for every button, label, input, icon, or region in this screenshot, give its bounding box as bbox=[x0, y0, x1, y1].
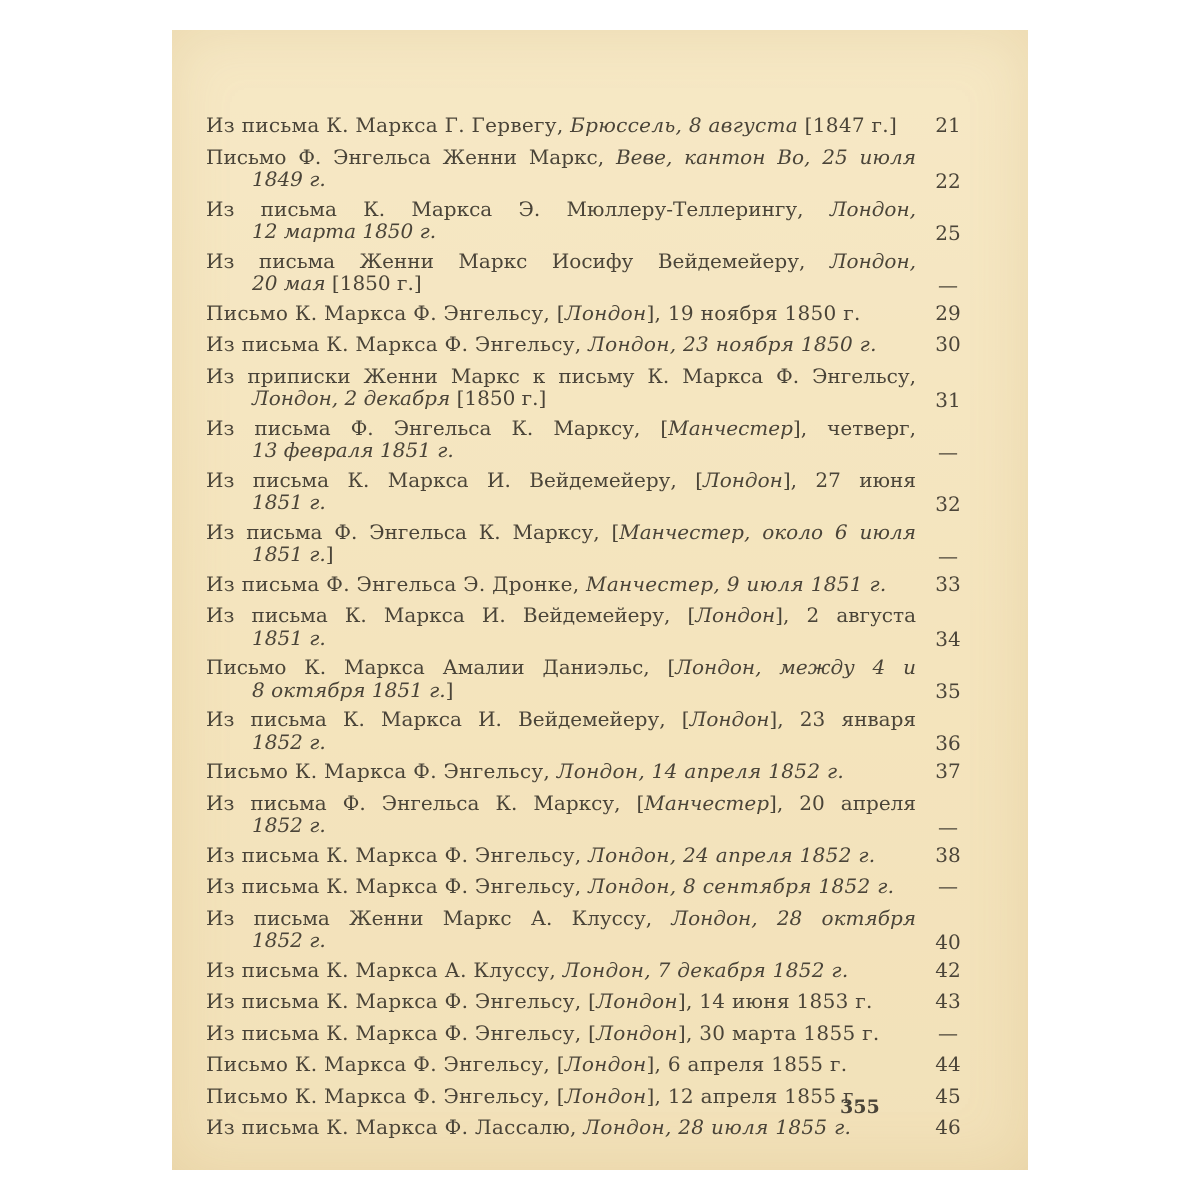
entry-place-date-continued: 1851 г. bbox=[252, 542, 326, 566]
toc-entry bbox=[206, 1083, 961, 1113]
entry-place-date-continued: 1852 г. bbox=[252, 729, 326, 754]
entry-place-date: Лондон, между 4 и bbox=[675, 655, 916, 679]
entry-line-1 bbox=[206, 844, 916, 867]
entry-place-date-continued: 13 февраля 1851 г. bbox=[252, 438, 454, 462]
entry-line-2 bbox=[206, 272, 916, 295]
entry-tail-continued: ] bbox=[445, 677, 454, 702]
toc-entry bbox=[206, 332, 961, 361]
entry-line-2 bbox=[206, 679, 916, 702]
entry-place-date-continued: 1849 г. bbox=[252, 167, 326, 191]
toc-entry bbox=[206, 1115, 961, 1144]
entry-page-number: 22 bbox=[935, 168, 961, 193]
book-page bbox=[172, 30, 1028, 1170]
toc-entry bbox=[206, 571, 961, 601]
entry-line-2 bbox=[206, 387, 916, 410]
entry-line-1 bbox=[206, 302, 916, 325]
entry-place-date: Лондон bbox=[596, 1020, 678, 1045]
entry-place-date: Лондон, 28 июля 1855 г. bbox=[583, 1115, 852, 1139]
entry-page-number: 31 bbox=[935, 387, 961, 412]
toc-entry bbox=[206, 1020, 958, 1050]
entry-title: Из письма Женни Маркс А. Клуссу, bbox=[206, 905, 672, 930]
entry-line-2 bbox=[206, 220, 916, 243]
entry-line-1 bbox=[206, 1053, 916, 1076]
entry-line-1 bbox=[206, 604, 916, 627]
entry-line-2 bbox=[206, 543, 916, 566]
entry-place-date-continued: 20 мая bbox=[252, 271, 326, 295]
entry-page-number: 32 bbox=[935, 491, 961, 516]
entry-title: Из письма К. Маркса Ф. Лассалю, bbox=[206, 1115, 584, 1139]
entry-page-number: 34 bbox=[935, 627, 961, 651]
entry-place-date: Веве, кантон Во, 25 июля bbox=[615, 144, 916, 169]
entry-line-1 bbox=[206, 1022, 916, 1045]
entry-line-2 bbox=[206, 491, 916, 514]
entry-line-1 bbox=[206, 760, 916, 783]
entry-place-date: Лондон bbox=[689, 707, 770, 731]
entry-place-date: Манчестер, около 6 июля bbox=[619, 519, 916, 544]
entry-title: Из письма Ф. Энгельса К. Марксу, [ bbox=[206, 519, 620, 544]
toc-entry bbox=[206, 655, 961, 704]
entry-page-number: 43 bbox=[935, 989, 961, 1013]
entry-title: Из письма К. Маркса Ф. Энгельсу, bbox=[206, 842, 589, 867]
entry-tail: ], четверг, bbox=[792, 415, 916, 440]
entry-title: Из письма К. Маркса И. Вейдемейеру, [ bbox=[206, 707, 690, 731]
entry-tail: ], 12 апреля 1855 г. bbox=[646, 1083, 861, 1108]
entry-title: Из письма К. Маркса И. Вейдемейеру, [ bbox=[206, 603, 696, 627]
entry-title: Письмо К. Маркса Ф. Энгельсу, [ bbox=[206, 1083, 565, 1108]
entry-page-number: — bbox=[938, 874, 958, 898]
toc-entry bbox=[206, 519, 958, 569]
entry-place-date-continued: 12 марта 1850 г. bbox=[252, 219, 437, 243]
entry-place-date: Лондон, bbox=[829, 196, 916, 221]
entry-place-date-continued: 1851 г. bbox=[252, 490, 326, 514]
entry-place-date: Манчестер bbox=[644, 790, 770, 815]
toc-entry bbox=[206, 248, 958, 298]
entry-page-number: — bbox=[938, 814, 958, 839]
entry-tail: [1847 г.] bbox=[798, 113, 898, 137]
entry-title: Из письма К. Маркса Ф. Энгельсу, bbox=[206, 874, 589, 898]
entry-place-date-continued: 8 октября 1851 г. bbox=[252, 677, 446, 702]
entry-page-number: 45 bbox=[935, 1083, 961, 1108]
toc-entry bbox=[206, 415, 958, 465]
entry-place-date: Лондон, 28 октября bbox=[671, 905, 916, 930]
entry-tail: ], 2 августа bbox=[775, 603, 916, 627]
entry-line-1 bbox=[206, 417, 916, 440]
entry-place-date-continued: 1852 г. bbox=[252, 813, 326, 837]
entry-place-date: Манчестер bbox=[668, 415, 793, 440]
entry-place-date-continued: 1851 г. bbox=[252, 625, 326, 650]
entry-title: Из письма К. Маркса Ф. Энгельсу, bbox=[206, 332, 589, 356]
entry-line-2 bbox=[206, 439, 916, 462]
entry-title: Из приписки Женни Маркс к письму К. Маркса Ф. Энгельсу, bbox=[206, 363, 916, 388]
entry-title: Из письма К. Маркса Э. Мюллеру-Теллерингу, bbox=[206, 196, 830, 221]
entry-place-date: Манчестер, 9 июля 1851 г. bbox=[586, 571, 887, 596]
entry-line-1 bbox=[206, 959, 916, 982]
entry-tail: ], 30 марта 1855 г. bbox=[677, 1020, 880, 1045]
entry-line-1 bbox=[206, 656, 916, 679]
entry-tail-continued: [1850 г.] bbox=[450, 386, 547, 410]
page-number: 355 bbox=[840, 1096, 880, 1118]
toc-entry bbox=[206, 707, 961, 756]
entry-page-number: 21 bbox=[935, 113, 961, 137]
entry-place-date: Лондон, 14 апреля 1852 г. bbox=[556, 759, 845, 783]
entry-place-date: Лондон, 8 сентября 1852 г. bbox=[588, 874, 895, 898]
entry-line-1 bbox=[206, 250, 916, 273]
entry-place-date: Лондон, 24 апреля 1852 г. bbox=[588, 842, 876, 867]
toc-entry bbox=[206, 1052, 961, 1081]
entry-tail-continued: ] bbox=[325, 542, 334, 566]
entry-title: Письмо К. Маркса Ф. Энгельсу, bbox=[206, 759, 557, 783]
entry-page-number: 44 bbox=[935, 1052, 961, 1076]
entry-title: Из письма К. Маркса Ф. Энгельсу, [ bbox=[206, 989, 597, 1013]
entry-line-1 bbox=[206, 146, 916, 169]
toc-entry bbox=[206, 989, 961, 1018]
entry-page-number: 40 bbox=[935, 929, 961, 954]
entry-page-number: 42 bbox=[935, 957, 961, 982]
entry-tail: ], 19 ноября 1850 г. bbox=[646, 300, 861, 325]
entry-place-date: Лондон bbox=[564, 1052, 647, 1076]
entry-title: Из письма К. Маркса А. Клуссу, bbox=[206, 957, 563, 982]
entry-tail: ], 27 июня bbox=[782, 467, 916, 492]
entry-page-number: 25 bbox=[935, 220, 961, 245]
entry-line-2 bbox=[206, 814, 916, 837]
entry-title: Из письма К. Маркса И. Вейдемейеру, [ bbox=[206, 467, 704, 492]
entry-line-2 bbox=[206, 627, 916, 650]
entry-title: Письмо К. Маркса Амалии Даниэльс, [ bbox=[206, 655, 676, 679]
entry-line-1 bbox=[206, 521, 916, 544]
entry-line-1 bbox=[206, 708, 916, 731]
toc-entry bbox=[206, 363, 961, 413]
entry-title: Из письма К. Маркса Ф. Энгельсу, [ bbox=[206, 1020, 597, 1045]
entry-place-date: Лондон, 7 декабря 1852 г. bbox=[562, 957, 849, 982]
toc-entry bbox=[206, 759, 961, 788]
table-of-contents bbox=[206, 113, 961, 1148]
entry-line-1 bbox=[206, 333, 916, 356]
entry-title: Письмо Ф. Энгельса Женни Маркс, bbox=[206, 144, 616, 169]
entry-line-1 bbox=[206, 1085, 916, 1108]
entry-place-date: Лондон, bbox=[829, 248, 916, 273]
entry-page-number: 29 bbox=[935, 300, 961, 325]
entry-line-1 bbox=[206, 573, 916, 596]
entry-page-number: 33 bbox=[935, 571, 961, 596]
toc-entry bbox=[206, 905, 961, 955]
entry-line-1 bbox=[206, 469, 916, 492]
entry-place-date: Лондон bbox=[703, 467, 783, 492]
entry-place-date: Лондон, 23 ноября 1850 г. bbox=[588, 332, 877, 356]
toc-entry bbox=[206, 790, 958, 840]
entry-page-number: 38 bbox=[935, 842, 961, 867]
entry-tail: ], 6 апреля 1855 г. bbox=[646, 1052, 848, 1076]
entry-title: Из письма Ф. Энгельса К. Марксу, [ bbox=[206, 790, 645, 815]
entry-place-date-continued: Лондон, 2 декабря bbox=[252, 386, 451, 410]
entry-tail: ], 23 января bbox=[769, 707, 917, 731]
entry-page-number: 30 bbox=[935, 332, 961, 356]
entry-page-number: — bbox=[938, 543, 958, 568]
entry-line-1 bbox=[206, 875, 916, 898]
entry-line-1 bbox=[206, 792, 916, 815]
entry-line-2 bbox=[206, 168, 916, 191]
toc-entry bbox=[206, 113, 961, 142]
toc-entry bbox=[206, 842, 961, 872]
entry-place-date: Лондон bbox=[596, 989, 678, 1013]
entry-page-number: — bbox=[938, 272, 958, 297]
entry-line-1 bbox=[206, 990, 916, 1013]
entry-line-1 bbox=[206, 1116, 916, 1139]
entry-title: Из письма Ф. Энгельса Э. Дронке, bbox=[206, 571, 587, 596]
entry-place-date: Брюссель, 8 августа bbox=[570, 113, 799, 137]
entry-line-1 bbox=[206, 114, 916, 137]
entry-line-1 bbox=[206, 365, 916, 388]
entry-title: Из письма Женни Маркс Иосифу Вейдемейеру, bbox=[206, 248, 830, 273]
entry-line-2 bbox=[206, 731, 916, 754]
entry-title: Из письма Ф. Энгельса К. Марксу, [ bbox=[206, 415, 669, 440]
entry-place-date: Лондон bbox=[564, 300, 647, 325]
entry-tail: ], 14 июня 1853 г. bbox=[677, 989, 873, 1013]
toc-entry bbox=[206, 603, 961, 652]
toc-entry bbox=[206, 467, 961, 517]
entry-page-number: 37 bbox=[935, 759, 961, 783]
entry-page-number: — bbox=[938, 1020, 958, 1045]
entry-page-number: 46 bbox=[935, 1115, 961, 1139]
entry-tail: ], 20 апреля bbox=[769, 790, 916, 815]
entry-line-1 bbox=[206, 907, 916, 930]
entry-title: Письмо К. Маркса Ф. Энгельсу, [ bbox=[206, 300, 565, 325]
entry-place-date-continued: 1852 г. bbox=[252, 928, 326, 952]
entry-page-number: — bbox=[938, 439, 958, 464]
entry-page-number: 35 bbox=[935, 679, 961, 703]
entry-line-2 bbox=[206, 929, 916, 952]
toc-entry bbox=[206, 144, 961, 194]
toc-entry bbox=[206, 874, 958, 903]
entry-tail-continued: [1850 г.] bbox=[325, 271, 422, 295]
entry-place-date: Лондон bbox=[695, 603, 776, 627]
entry-title: Письмо К. Маркса Ф. Энгельсу, [ bbox=[206, 1052, 565, 1076]
entry-title: Из письма К. Маркса Г. Гервегу, bbox=[206, 113, 571, 137]
entry-line-1 bbox=[206, 198, 916, 221]
toc-entry bbox=[206, 957, 961, 987]
entry-place-date: Лондон bbox=[564, 1083, 647, 1108]
toc-entry bbox=[206, 300, 961, 330]
entry-page-number: 36 bbox=[935, 731, 961, 755]
toc-entry bbox=[206, 196, 961, 246]
